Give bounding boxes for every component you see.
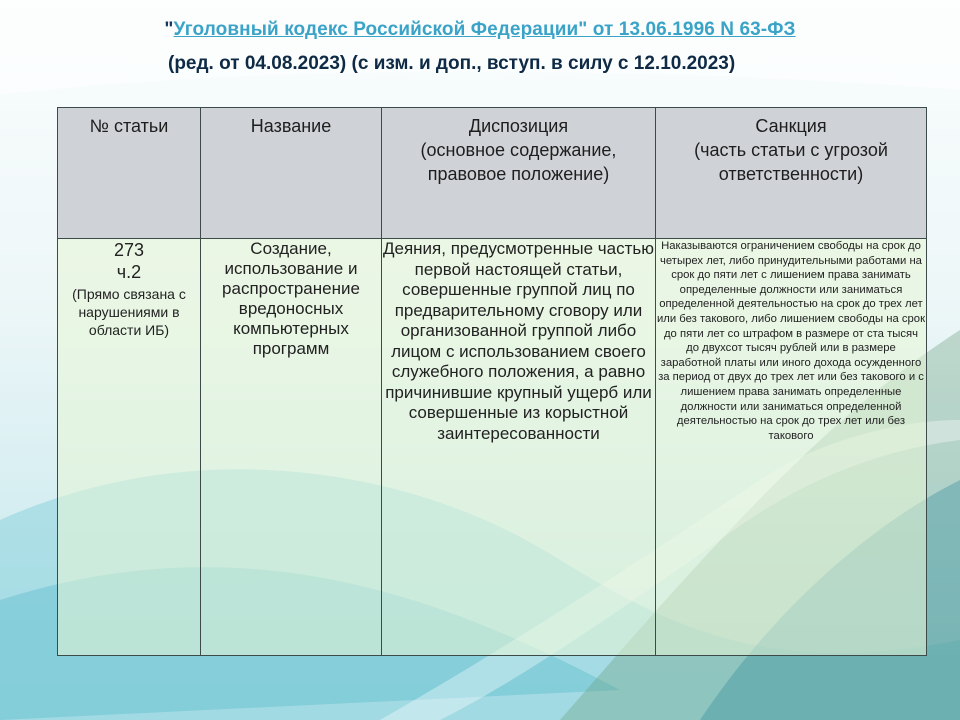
title-line-1 [0, 19, 960, 41]
cell-sanction [656, 239, 927, 656]
cell-article-number [58, 239, 201, 656]
article-number: 273 [113, 240, 145, 260]
header-line: Название [250, 116, 332, 136]
header-line: Диспозиция [468, 116, 569, 136]
header-line: Санкция [755, 116, 827, 136]
title-quote-mark: " [164, 19, 174, 40]
header-line: ответственности) [718, 164, 864, 184]
header-line: (основное содержание, [420, 140, 617, 160]
code-link[interactable]: Уголовный кодекс Российской Федерации" от 13.06.1996 N 63-ФЗ [173, 19, 796, 40]
article-note: (Прямо связана с нарушениями в области ИБ) [72, 286, 186, 338]
cell-disposition [382, 239, 656, 656]
cell-article-name [201, 239, 382, 656]
table-row [58, 239, 927, 656]
header-sanction [656, 108, 927, 239]
article-part: ч.2 [116, 262, 142, 282]
header-name [201, 108, 382, 239]
header-line: правовое положение) [427, 164, 610, 184]
header-article-number [58, 108, 201, 239]
title-line-2: (ред. от 04.08.2023) (с изм. и доп., вступ. в силу с 12.10.2023) [168, 53, 736, 74]
disposition-text: Деяния, предусмотренные частью первой настоящей статьи, совершенные группой лиц по предварительному сговору или организованной группой либо лицом с использованием своего служебного положения, а равно причинившие крупный ущерб или совершенные из корыстной заинтересованности [382, 239, 655, 443]
table-header-row [58, 108, 927, 239]
articles-table [57, 107, 927, 656]
header-disposition [382, 108, 656, 239]
header-line: (часть статьи с угрозой [694, 140, 888, 160]
sanction-text: Наказываются ограничением свободы на срок до четырех лет, либо принудительными работами на срок до пяти лет с лишением права занимать определенные должности или заниматься определенной деятельностью на срок до трех лет или без такового, либо лишением свободы на срок до пяти лет со штрафом в размере от ста тысяч до двухсот тысяч рублей или в размере заработной платы или иного дохода осужденного за период от двух до трех лет или без такового и с лишением права занимать определенные должности или заниматься определенной деятельностью на срок до трех лет или без такового [656, 240, 926, 442]
article-name: Создание, использование и распространение вредоносных компьютерных программ [222, 239, 360, 358]
header-line: № статьи [89, 116, 169, 136]
